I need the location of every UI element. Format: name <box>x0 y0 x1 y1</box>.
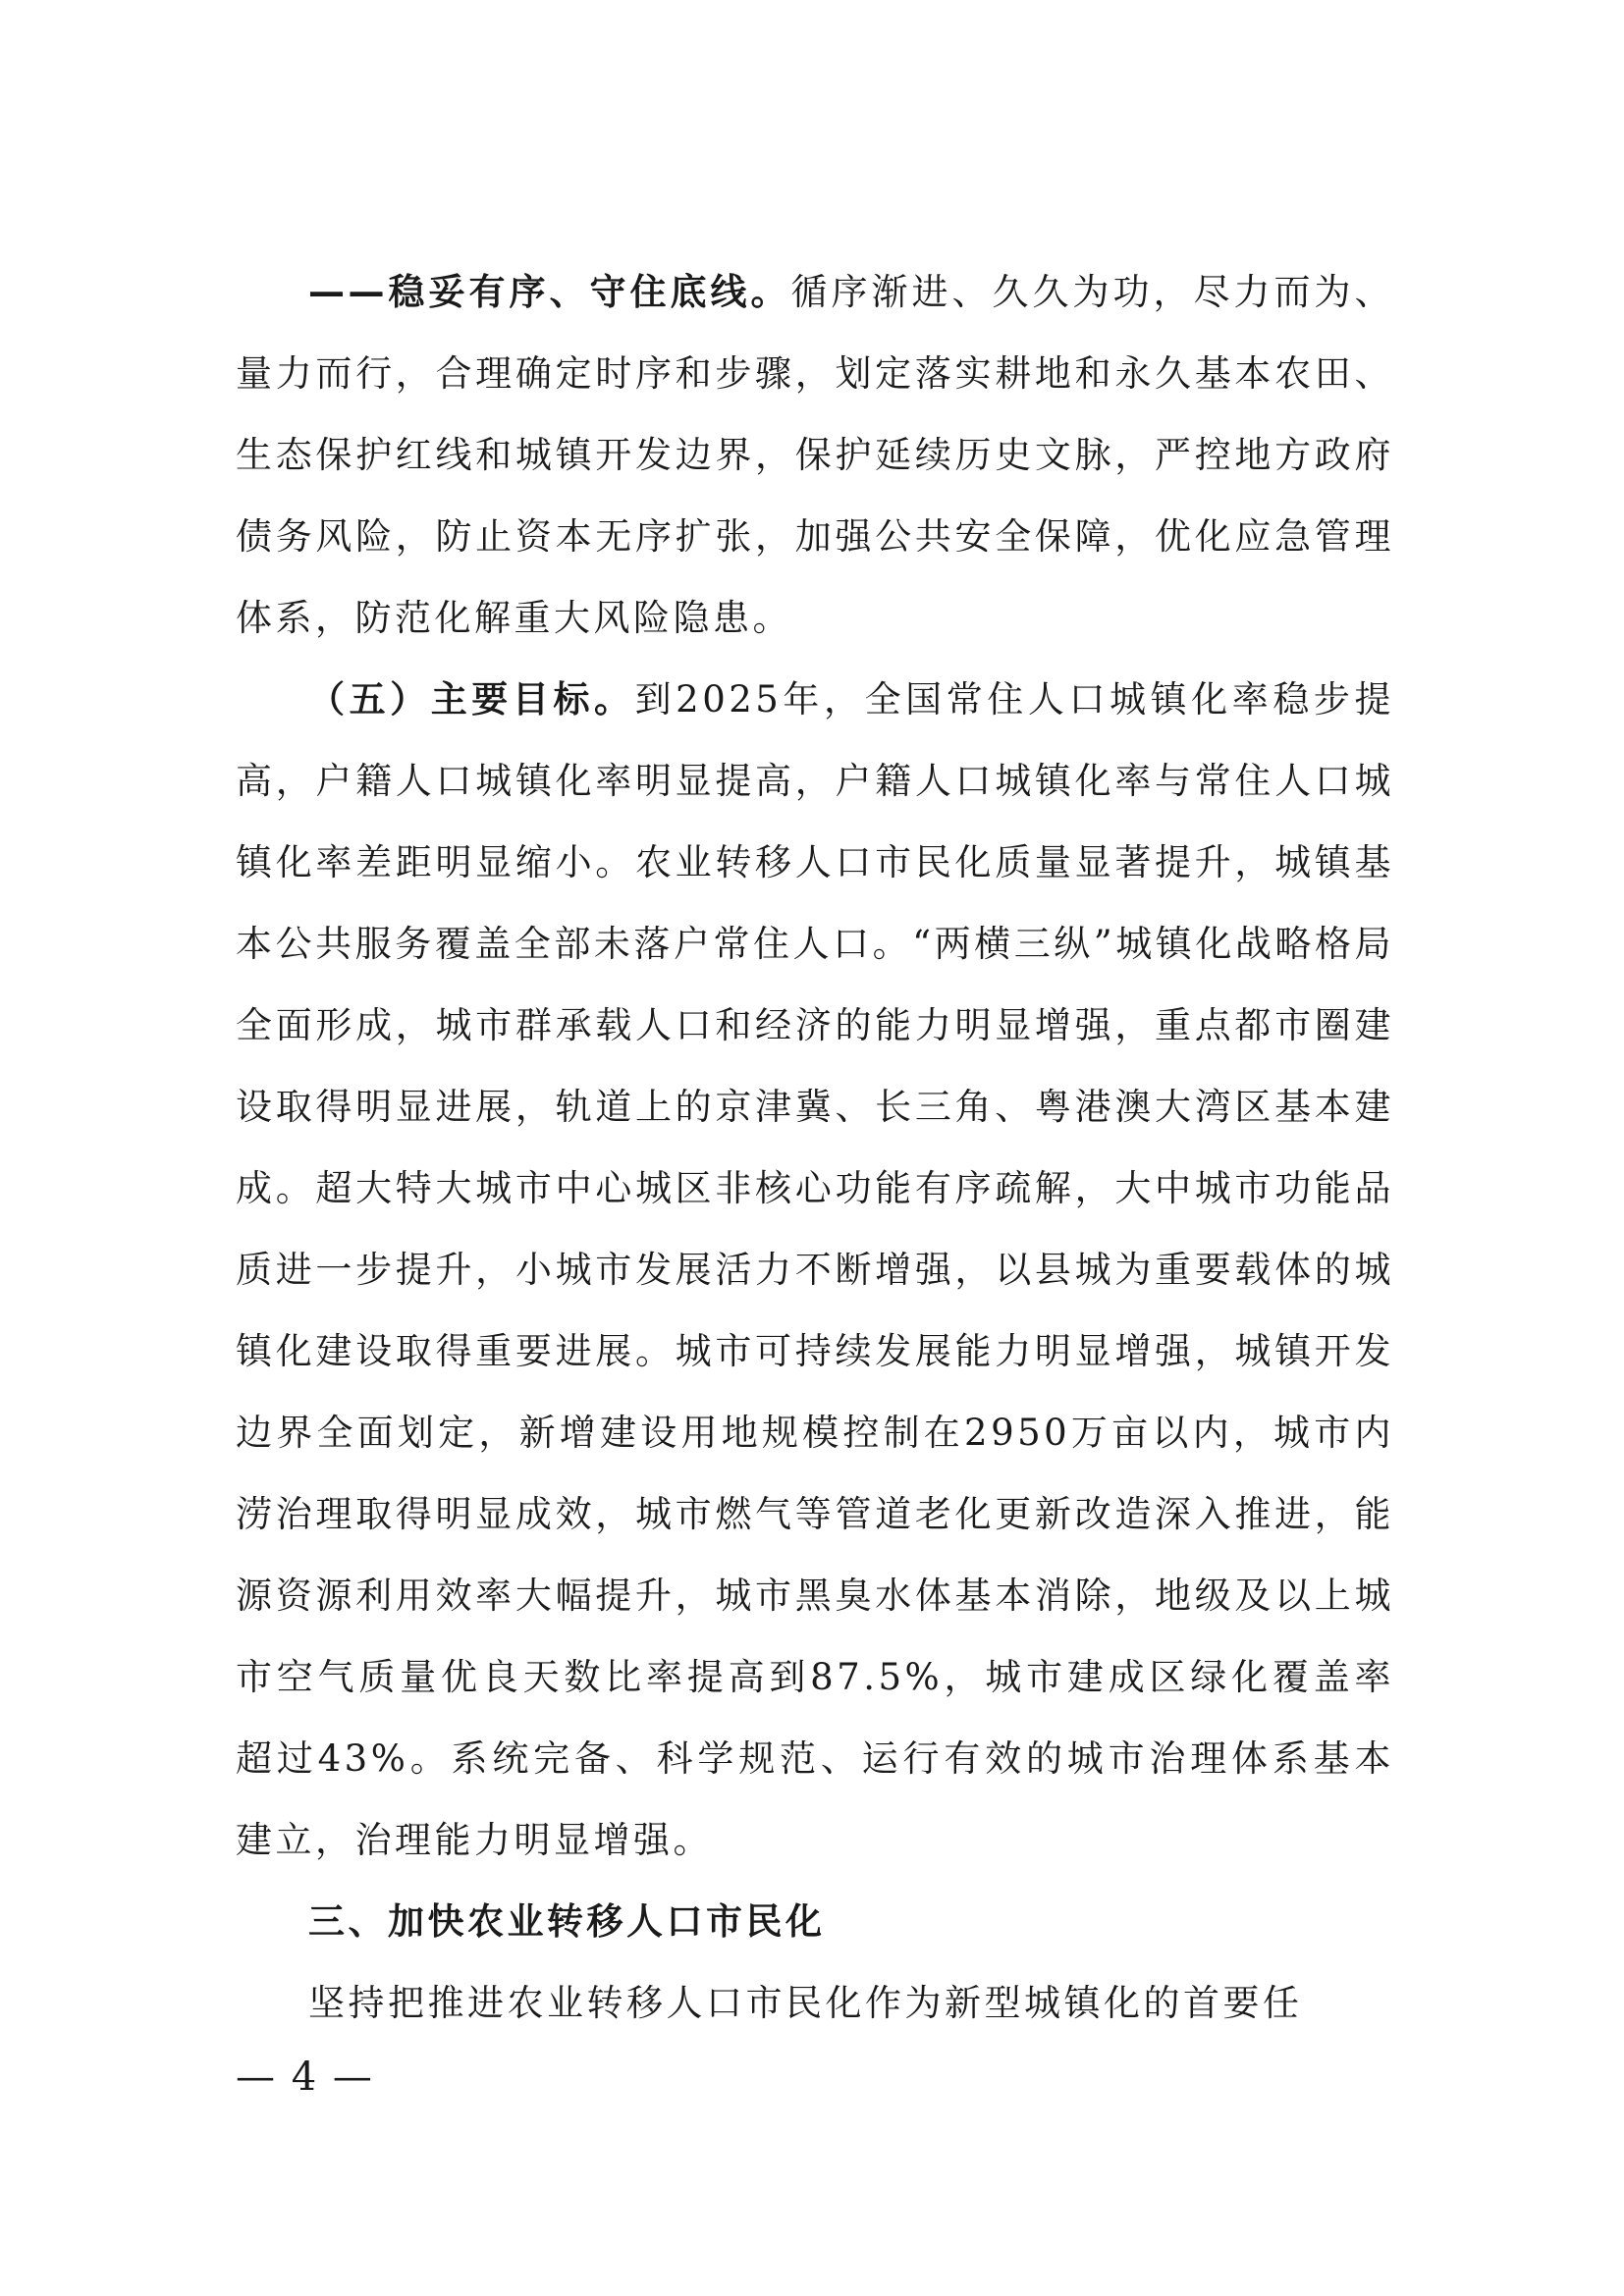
paragraph-text: 到2025年，全国常住人口城镇化率稳步提高，户籍人口城镇化率明显提高，户籍人口城镇化率与常住人口城镇化率差距明显缩小。农业转移人口市民化质量显著提升，城镇基本公共服务覆盖全部未落户常住人口。“两横三纵”城镇化战略格局全面形成，城市群承载人口和经济的能力明显增强，重点都市圈建设取得明显进展，轨道上的京津冀、长三角、粤港澳大湾区基本建成。超大特大城市中心城区非核心功能有序疏解，大中城市功能品质进一步提升，小城市发展活力不断增强，以县城为重要载体的城镇化建设取得重要进展。城市可持续发展能力明显增强，城镇开发边界全面划定，新增建设用地规模控制在2950万亩以内，城市内涝治理取得明显成效，城市燃气等管道老化更新改造深入推进，能源资源利用效率大幅提升，城市黑臭水体基本消除，地级及以上城市空气质量优良天数比率提高到87.5%，城市建成区绿化覆盖率超过43%。系统完备、科学规范、运行有效的城市治理体系基本建立，治理能力明显增强。 <box>236 678 1394 1861</box>
page-number: — 4 — <box>236 2055 374 2100</box>
paragraph-lead: ——稳妥有序、守住底线。 <box>308 271 791 313</box>
paragraph-section-intro: 坚持把推进农业转移人口市民化作为新型城镇化的首要任 <box>308 1982 1303 2024</box>
paragraph-main-goals <box>236 659 1394 1881</box>
document-body <box>236 251 1394 2044</box>
paragraph-lead: （五）主要目标。 <box>308 677 635 721</box>
section-heading: 三、加快农业转移人口市民化 <box>308 1900 826 1943</box>
paragraph-text: 循序渐进、久久为功，尽力而为、量力而行，合理确定时序和步骤，划定落实耕地和永久基本农田、生态保护红线和城镇开发边界，保护延续历史文脉，严控地方政府债务风险，防止资本无序扩张，加强公共安全保障，优化应急管理体系，防范化解重大风险隐患。 <box>236 271 1394 639</box>
paragraph-principle <box>236 251 1394 659</box>
